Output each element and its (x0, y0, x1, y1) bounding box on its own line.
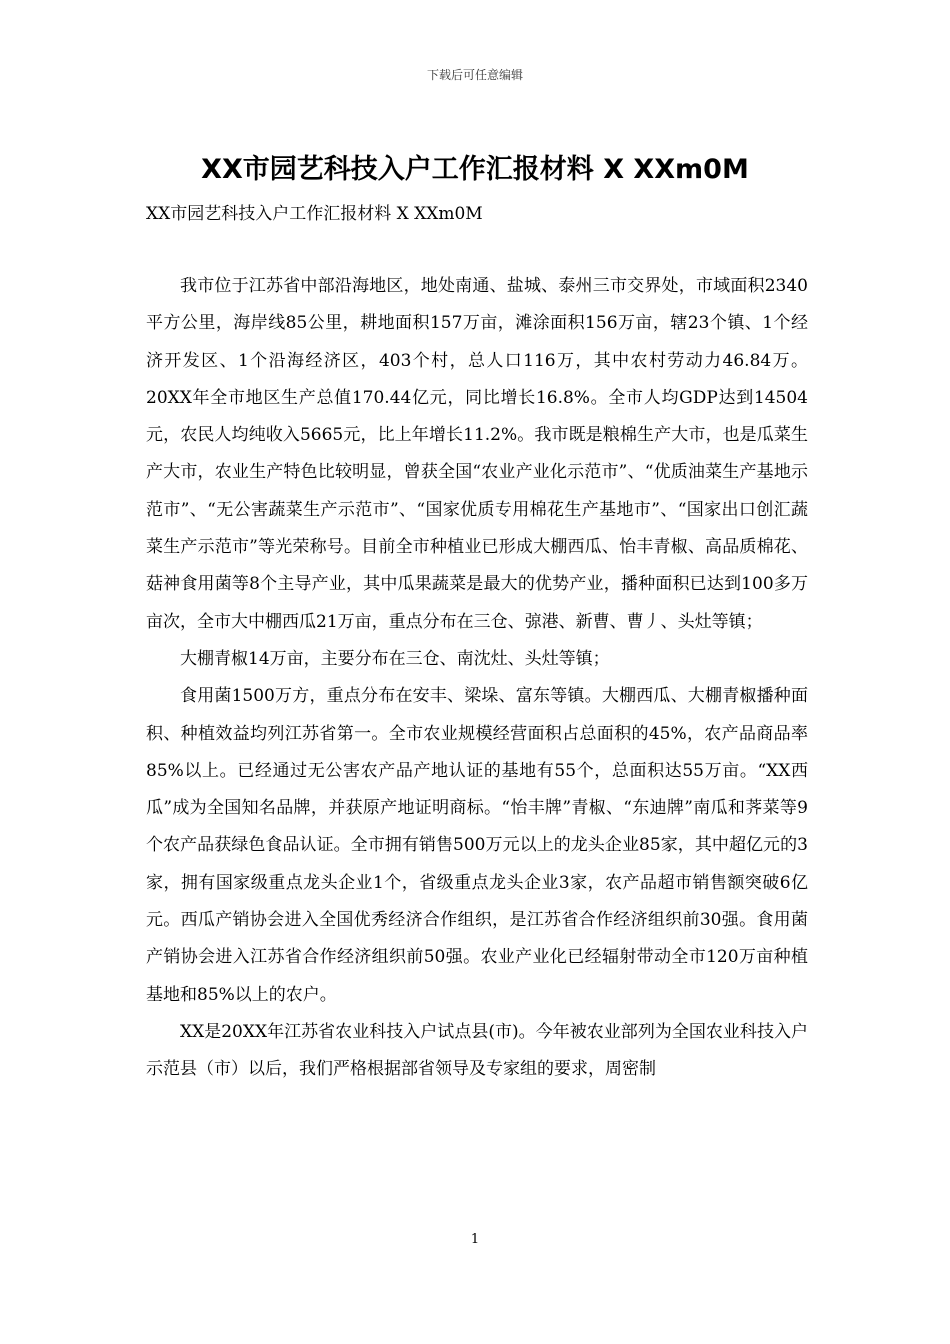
page-header-note: 下载后可任意编辑 (426, 68, 523, 82)
document-body (146, 268, 808, 1089)
page-number: 1 (470, 1232, 480, 1247)
body-paragraph: 我市位于江苏省中部沿海地区，地处南通、盐城、泰州三市交界处，市域面积2340平方公里，海岸线85公里，耕地面积157万亩，滩涂面积156万亩，辖23个镇、1个经济开发区、1个沿海经济区，403个村，总人口116万，其中农村劳动力46.84万。20XX年全市地区生产总值170.44亿元，同比增长16.8%。全市人均GDP达到14504元，农民人均纯收入5665元，比上年增长11.2%。我市既是粮棉生产大市，也是瓜菜生产大市，农业生产特色比较明显，曾获全国“农业产业化示范市”、“优质油菜生产基地示范市”、“无公害蔬菜生产示范市”、“国家优质专用棉花生产基地市”、“国家出口创汇蔬菜生产示范市”等光荣称号。目前全市种植业已形成大棚西瓜、怡丰青椒、高品质棉花、菇神食用菌等8个主导产业，其中瓜果蔬菜是最大的优势产业，播种面积已达到100多万亩次，全市大中棚西瓜21万亩，重点分布在三仓、弶港、新曹、曹丿、头灶等镇； (146, 276, 808, 632)
body-paragraph: 大棚青椒14万亩，主要分布在三仓、南沈灶、头灶等镇； (180, 648, 610, 669)
document-subtitle: XX市园艺科技入户工作汇报材料 X XXm0M (146, 204, 483, 224)
body-paragraph: 食用菌1500万方，重点分布在安丰、梁垛、富东等镇。大棚西瓜、大棚青椒播种面积、种植效益均列江苏省第一。全市农业规模经营面积占总面积的45%，农产品商品率85%以上。已经通过无公害农产品产地认证的基地有55个，总面积达55万亩。“XX西瓜”成为全国知名品牌，并获原产地证明商标。“怡丰牌”青椒、“东迪牌”南瓜和荠菜等9个农产品获绿色食品认证。全市拥有销售500万元以上的龙头企业85家，其中超亿元的3家，拥有国家级重点龙头企业1个，省级重点龙头企业3家，农产品超市销售额突破6亿元。西瓜产销协会进入全国优秀经济合作组织，是江苏省合作经济组织前30强。食用菌产销协会进入江苏省合作经济组织前50强。农业产业化已经辐射带动全市120万亩种植基地和85%以上的农户。 (146, 686, 808, 1005)
document-title: XX市园艺科技入户工作汇报材料 X XXm0M (201, 154, 749, 185)
body-paragraph: XX是20XX年江苏省农业科技入户试点县(市)。今年被农业部列为全国农业科技入户示范县（市）以后，我们严格根据部省领导及专家组的要求，周密制 (146, 1021, 808, 1080)
